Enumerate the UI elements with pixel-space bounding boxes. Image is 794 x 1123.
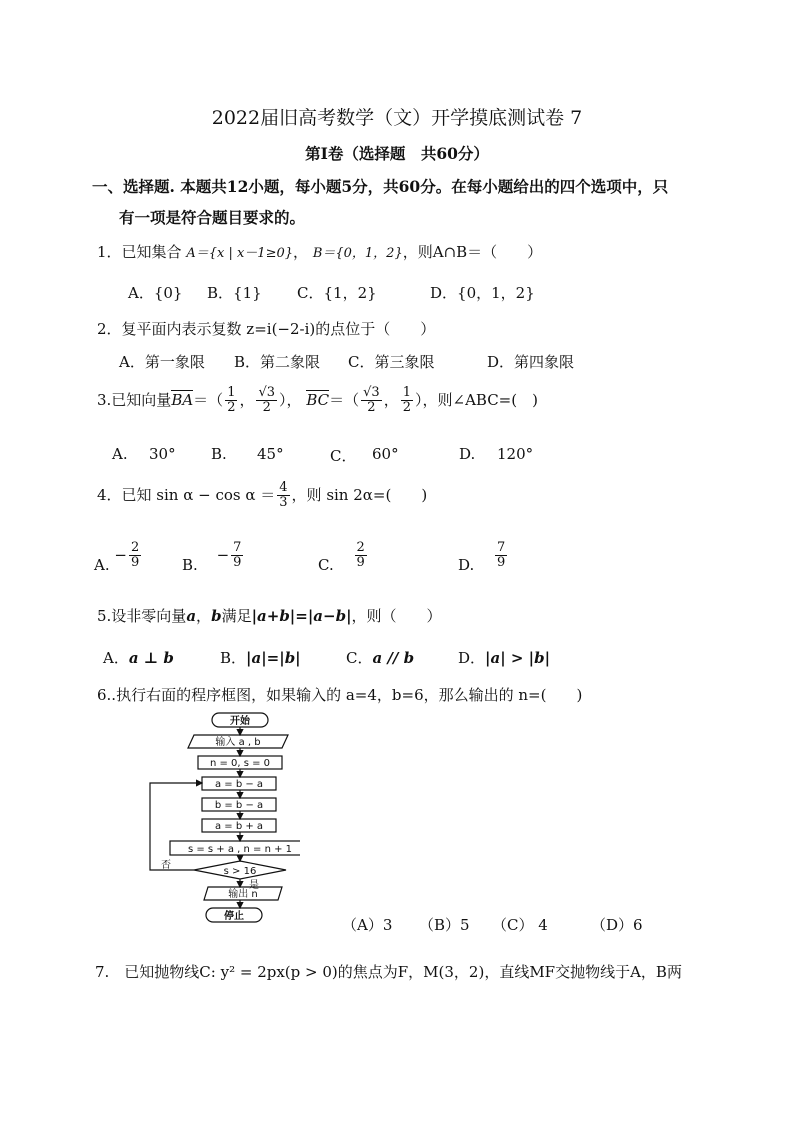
question-4 <box>97 481 427 511</box>
q3-frac-2-num: √3 <box>258 385 276 400</box>
flow-step3-label: a = b + a <box>214 821 264 832</box>
q1-option-b: B．{1} <box>207 284 262 302</box>
q5-var-a: a <box>186 607 197 625</box>
q6-option-c: （C） 4 <box>492 916 548 934</box>
q3-option-d-label: D. <box>459 445 476 463</box>
q4-option-c-num: 2 <box>356 540 365 555</box>
flow-start-label: 开始 <box>230 716 250 727</box>
q3-option-b-value: 45° <box>257 445 284 463</box>
flow-step2-label: b = b − a <box>214 800 264 811</box>
q2-option-d: D．第四象限 <box>487 353 575 371</box>
q3-frac-2-den: 2 <box>262 400 271 416</box>
q3-frac-3-den: 2 <box>367 400 376 416</box>
q3-comma-2: ， <box>383 390 399 409</box>
q3-frac-1 <box>225 386 237 416</box>
q5-text-3: ，则（ ） <box>351 607 442 625</box>
q6-option-a: （A）3 <box>342 916 393 934</box>
q3-option-a-value: 30° <box>149 445 176 463</box>
section-heading-line2: 有一项是符合题目要求的。 <box>119 208 306 227</box>
q5-text-1: 5.设非零向量 <box>97 607 187 625</box>
q3-frac-1-den: 2 <box>227 400 236 416</box>
q5-var-b: b <box>211 607 222 625</box>
q5-option-c <box>346 647 414 668</box>
q5-option-d-value: |a| > |b| <box>485 649 551 667</box>
q4-frac <box>277 481 289 511</box>
q4-option-b-label: B. <box>182 555 198 574</box>
q3-eq1: ＝（ <box>193 390 224 409</box>
question-7: 7. 已知抛物线C: y² = 2px(p > 0)的焦点为F，M(3，2)，直线MF交抛物线于A，B两 <box>95 963 682 981</box>
flow-yes-label: 是 <box>249 880 259 891</box>
question-3 <box>97 386 538 416</box>
q5-option-d-label: D． <box>458 649 486 667</box>
q3-frac-3-num: √3 <box>363 385 380 400</box>
q3-eq2: ＝（ <box>329 390 360 409</box>
q4-option-a-num: 2 <box>130 540 140 555</box>
q3-close-1: ）， <box>279 390 302 409</box>
q4-option-a-den: 9 <box>130 555 140 571</box>
q3-frac-4-num: 1 <box>402 385 411 400</box>
q5-option-c-value: a // b <box>372 649 415 667</box>
q4-option-b-num: 7 <box>233 540 242 555</box>
flow-end-label: 停止 <box>224 911 244 922</box>
q1-separator: ， <box>293 243 309 261</box>
q4-option-d-frac <box>495 541 507 571</box>
q3-option-b-label: B. <box>211 445 227 463</box>
q2-option-a: A．第一象限 <box>119 353 205 371</box>
q1-tail: ，则A∩B＝（ ） <box>402 243 543 261</box>
question-1 <box>97 241 542 262</box>
q4-option-d-num: 7 <box>497 540 506 555</box>
q4-prefix: 4．已知 sin α − cos α ＝ <box>97 485 276 504</box>
q4-tail: ，则 sin 2α=( ) <box>291 485 428 504</box>
q4-option-b-den: 9 <box>233 555 242 571</box>
q5-option-a <box>103 647 174 668</box>
q5-sep: ， <box>196 607 212 625</box>
q5-condition: |a+b|=|a−b| <box>251 607 352 625</box>
q6-option-b: （B）5 <box>419 916 470 934</box>
q1-option-c: C．{1，2} <box>297 284 377 302</box>
q2-option-b: B．第二象限 <box>234 353 321 371</box>
q4-option-a <box>94 541 143 574</box>
q4-option-d-den: 9 <box>497 555 506 571</box>
q3-close-2: ），则∠ABC=( ) <box>415 390 538 409</box>
q5-option-a-value: a ⊥ b <box>128 649 174 667</box>
q1-number: 1．已知集合 <box>97 243 182 261</box>
q4-option-c-label: C. <box>318 555 334 574</box>
q3-frac-3 <box>361 386 382 416</box>
q3-frac-2 <box>256 386 277 416</box>
q4-option-b <box>182 541 245 574</box>
flow-init-label: n = 0, s = 0 <box>209 758 271 769</box>
q1-option-d: D．{0，1，2} <box>430 284 535 302</box>
q1-option-a: A．{0} <box>128 284 183 302</box>
q3-vector-ba: BA <box>171 390 194 409</box>
flow-step1-label: a = b − a <box>214 779 264 790</box>
q3-frac-1-num: 1 <box>227 385 236 400</box>
q1-set-b: B＝{0，1，2} <box>312 246 403 261</box>
q3-option-d-value: 120° <box>497 445 534 463</box>
q5-option-b-value: |a|=|b| <box>246 649 301 667</box>
q5-option-b <box>220 647 301 668</box>
flow-output-label: 输出 n <box>228 889 258 900</box>
q4-frac-num: 4 <box>279 480 288 495</box>
q3-prefix: 3.已知向量 <box>97 390 172 409</box>
q3-frac-4 <box>401 386 413 416</box>
question-5 <box>97 605 442 626</box>
q5-text-2: 满足 <box>221 607 252 625</box>
q3-option-a-label: A. <box>112 445 128 463</box>
q4-option-d <box>458 541 509 574</box>
q6-option-d: （D）6 <box>591 916 643 934</box>
q5-option-d <box>458 647 550 668</box>
q3-frac-4-den: 2 <box>402 400 411 416</box>
page-title: 2022届旧高考数学（文）开学摸底测试卷 7 <box>211 107 583 129</box>
q3-option-c-label: C． <box>330 447 357 465</box>
q4-frac-den: 3 <box>279 495 288 511</box>
q5-option-a-label: A． <box>103 649 129 667</box>
q4-option-c-frac <box>355 541 367 571</box>
q4-option-d-label: D. <box>458 555 475 574</box>
q4-option-c <box>318 541 369 574</box>
q4-option-a-label: A. <box>94 555 110 574</box>
q3-comma-1: ， <box>239 390 255 409</box>
q3-option-c-value: 60° <box>372 445 399 463</box>
q5-option-c-label: C． <box>346 649 373 667</box>
q4-option-a-frac <box>129 541 141 571</box>
flowchart <box>140 710 300 930</box>
q4-option-a-sign: − <box>114 545 127 564</box>
flow-condition-label: s > 16 <box>223 866 257 877</box>
q4-option-b-sign: − <box>216 545 230 564</box>
q2-option-c: C．第三象限 <box>348 353 435 371</box>
flow-no-label: 否 <box>161 860 171 871</box>
q4-option-c-den: 9 <box>356 555 365 571</box>
q3-vector-bc: BC <box>306 390 330 409</box>
q5-option-b-label: B． <box>220 649 247 667</box>
q4-option-b-frac <box>231 541 243 571</box>
section-heading-line1: 一、选择题. 本题共12小题，每小题5分，共60分。在每小题给出的四个选项中，只 <box>92 177 669 196</box>
part-heading: 第Ⅰ卷（选择题 共60分） <box>305 144 489 163</box>
flow-step4-label: s = s + a , n = n + 1 <box>187 844 293 855</box>
flow-input-label: 输入 a , b <box>215 737 261 748</box>
question-2: 2．复平面内表示复数 z=i(−2-i)的点位于（ ） <box>97 320 436 338</box>
question-6: 6..执行右面的程序框图，如果输入的 a=4，b=6，那么输出的 n=( ) <box>97 686 583 704</box>
q1-set-a: A＝{x | x－1≥0} <box>186 246 294 261</box>
